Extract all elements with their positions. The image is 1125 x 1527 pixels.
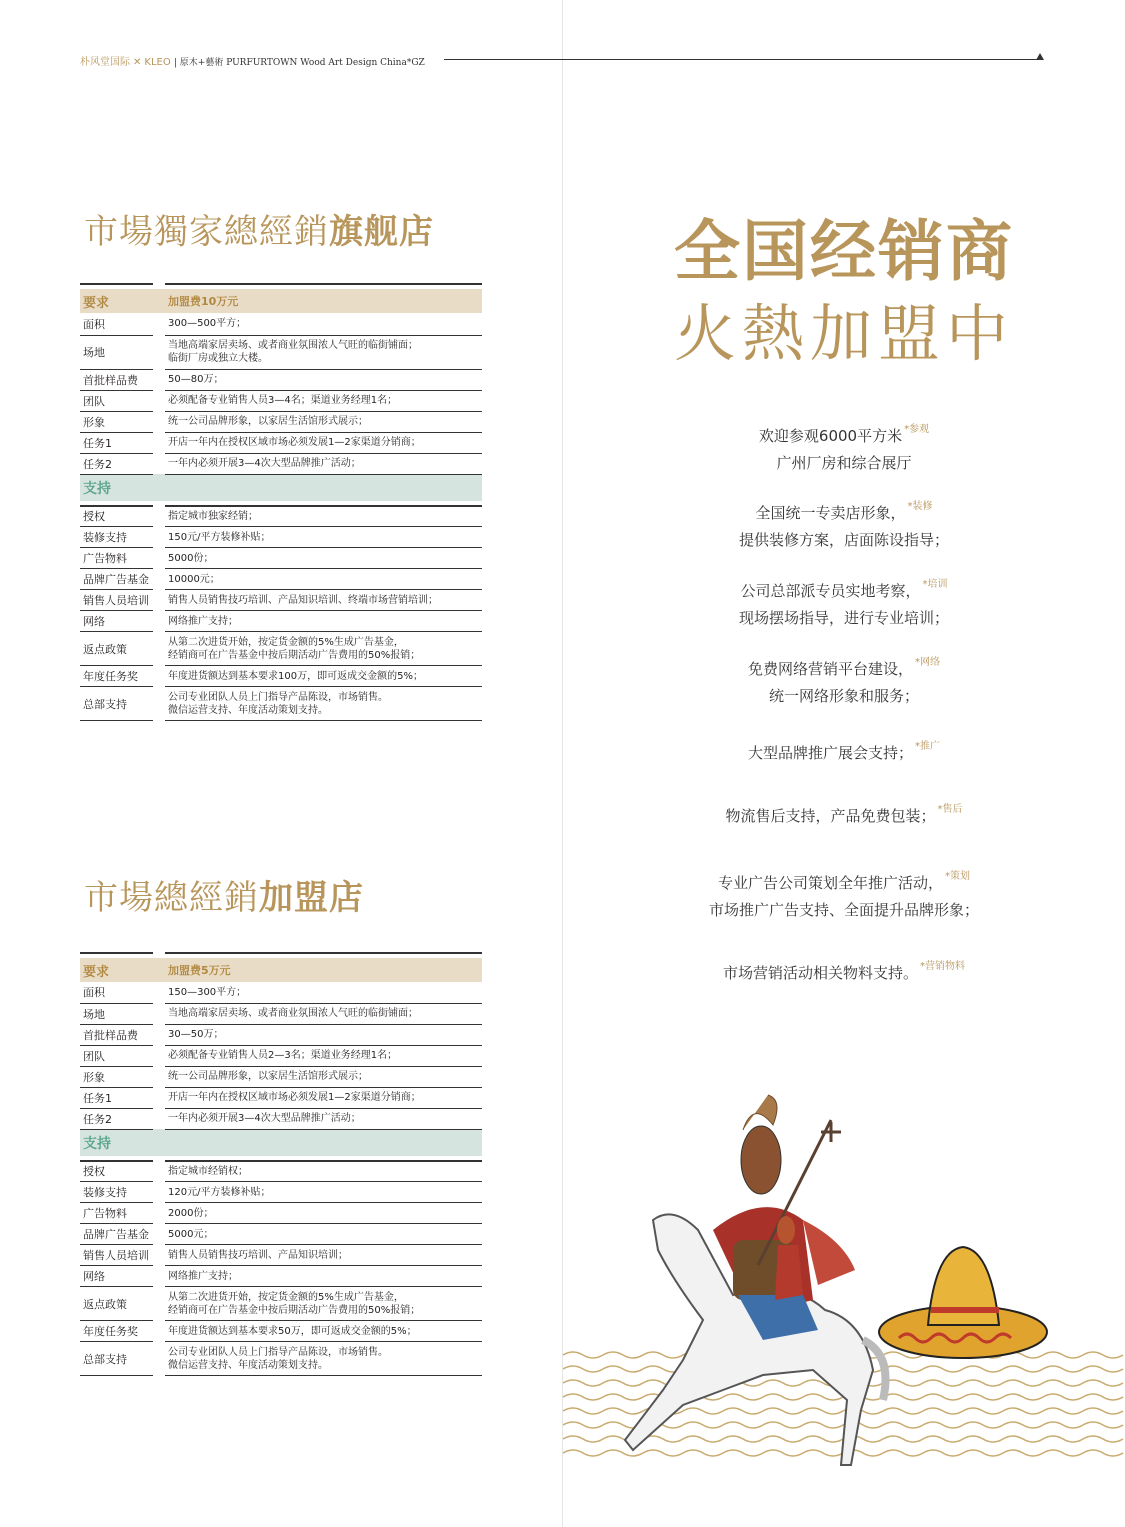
row-value: 10000元；: [165, 569, 482, 590]
row-label: 任务1: [80, 1087, 153, 1108]
table-row: [80, 1024, 482, 1045]
feature-line: 免费网络营销平台建设，: [747, 660, 913, 678]
row-label: 团队: [80, 390, 153, 411]
row-label: 年度任务奖: [80, 1321, 153, 1342]
row-label: 广告物料: [80, 1203, 153, 1224]
row-value: 开店一年内在授权区域市场必须发展1—2家渠道分销商；: [165, 432, 482, 453]
feature-tag: *推广: [915, 741, 940, 752]
table-row: [80, 369, 482, 390]
feature-network: [563, 657, 1125, 709]
triangle-icon: [1036, 53, 1044, 60]
headline-sub: 火熱加盟中: [673, 297, 1014, 370]
feature-line: 市场营销活动相关物料支持。: [722, 964, 918, 982]
flagship-title: [84, 204, 434, 253]
row-label: 团队: [80, 1045, 153, 1066]
row-value: 一年内必须开展3—4次大型品牌推广活动；: [165, 1108, 482, 1129]
row-value: 必须配备专业销售人员2—3名；渠道业务经理1名；: [165, 1045, 482, 1066]
row-value: 指定城市独家经销；: [165, 506, 482, 527]
feature-aftersales: [563, 804, 1125, 831]
row-value: 销售人员销售技巧培训、产品知识培训、终端市场营销培训；: [165, 590, 482, 611]
row-label: 形象: [80, 411, 153, 432]
feature-tag: *培训: [922, 579, 948, 590]
row-value: 年度进货额达到基本要求100万，即可返成交金额的5%；: [165, 666, 482, 687]
requirements-label: 要求: [80, 289, 153, 313]
row-value: 一年内必须开展3—4次大型品牌推广活动；: [165, 453, 482, 474]
row-label: 销售人员培训: [80, 1245, 153, 1266]
sombrero-icon: [879, 1247, 1047, 1358]
table-row: [80, 527, 482, 548]
table-row: [80, 411, 482, 432]
feature-training: [563, 579, 1125, 631]
feature-tag: *参观: [904, 424, 930, 435]
table-row: [80, 1321, 482, 1342]
support-header: [80, 1129, 482, 1156]
table-row: [80, 1108, 482, 1129]
row-value: 2000份；: [165, 1203, 482, 1224]
feature-materials: [563, 961, 1125, 988]
row-value: 年度进货额达到基本要求50万，即可返成交金额的5%；: [165, 1321, 482, 1342]
row-label: 网络: [80, 1266, 153, 1287]
row-value-line: 从第二次进货开始，按定货金额的5%生成广告基金，: [168, 636, 404, 648]
row-label: 任务2: [80, 453, 153, 474]
table-row: [80, 632, 482, 666]
row-label: 面积: [80, 313, 153, 335]
row-value: 网络推广支持；: [165, 1266, 482, 1287]
feature-line: 物流售后支持，产品免费包装；: [725, 807, 936, 825]
row-label: 销售人员培训: [80, 590, 153, 611]
table-row: [80, 1287, 482, 1321]
row-label: 年度任务奖: [80, 666, 153, 687]
flagship-table: [80, 283, 482, 721]
franchise-title-bold: 加盟店: [259, 878, 364, 918]
feature-decoration: [563, 501, 1125, 553]
feature-tag: *策划: [945, 871, 970, 882]
table-row: [80, 1224, 482, 1245]
brand-name: 朴风堂国际: [80, 57, 130, 68]
requirements-header: [80, 958, 482, 982]
feature-line: 现场摆场指导，进行专业培训；: [738, 609, 949, 627]
row-value: 网络推广支持；: [165, 611, 482, 632]
row-value-line: 当地高端家居卖场、或者商业氛围浓人气旺的临街铺面；: [168, 340, 418, 351]
feature-visit: [563, 424, 1125, 476]
row-label: 装修支持: [80, 1182, 153, 1203]
row-value-line: 微信运营支持、年度活动策划支持。: [168, 1359, 328, 1371]
table-row: [80, 687, 482, 721]
row-label: 授权: [80, 1161, 153, 1182]
row-label: 广告物料: [80, 548, 153, 569]
row-value: [165, 335, 482, 369]
row-value-line: 公司专业团队人员上门指导产品陈设，市场销售。: [168, 1346, 388, 1358]
table-row: [80, 453, 482, 474]
row-value-line: 公司专业团队人员上门指导产品陈设，市场销售。: [168, 691, 388, 703]
feature-tag: *装修: [907, 501, 933, 512]
feature-promotion: [563, 741, 1125, 768]
table-row: [80, 1045, 482, 1066]
fee-label: 加盟费10万元: [165, 289, 482, 313]
flagship-title-bold: 旗舰店: [329, 212, 434, 252]
cross-icon: ✕: [133, 57, 142, 68]
row-value: [165, 687, 482, 721]
row-value: 50—80万；: [165, 369, 482, 390]
row-value: 指定城市经销权；: [165, 1161, 482, 1182]
row-value: 300—500平方；: [165, 313, 482, 335]
row-value: 120元/平方装修补贴；: [165, 1182, 482, 1203]
feature-line: 提供装修方案，店面陈设指导；: [738, 531, 949, 549]
table-row: [80, 1066, 482, 1087]
row-value: [165, 1342, 482, 1376]
table-row: [80, 569, 482, 590]
feature-line: 广州厂房和综合展厅: [776, 454, 912, 472]
table-row: [80, 506, 482, 527]
table-row: [80, 1203, 482, 1224]
feature-line: 统一网络形象和服务；: [768, 687, 919, 705]
row-label: 总部支持: [80, 1342, 153, 1376]
feature-line: 专业广告公司策划全年推广活动，: [717, 874, 943, 892]
row-value: 统一公司品牌形象，以家居生活馆形式展示；: [165, 1066, 482, 1087]
row-value-line: 从第二次进货开始，按定货金额的5%生成广告基金，: [168, 1291, 404, 1303]
row-value: 必须配备专业销售人员3—4名；渠道业务经理1名；: [165, 390, 482, 411]
row-label: 网络: [80, 611, 153, 632]
feature-tag: *网络: [915, 657, 940, 668]
row-value: 统一公司品牌形象，以家居生活馆形式展示；: [165, 411, 482, 432]
row-value: 开店一年内在授权区域市场必须发展1—2家渠道分销商；: [165, 1087, 482, 1108]
row-label: 装修支持: [80, 527, 153, 548]
row-value: 150元/平方装修补贴；: [165, 527, 482, 548]
fee-label: 加盟费5万元: [165, 958, 482, 982]
feature-planning: [563, 871, 1125, 923]
row-value: 5000份；: [165, 548, 482, 569]
feature-line: 公司总部派专员实地考察，: [740, 582, 921, 600]
row-label: 总部支持: [80, 687, 153, 721]
table-row: [80, 611, 482, 632]
row-value-line: 微信运营支持、年度活动策划支持。: [168, 704, 328, 716]
table-row: [80, 982, 482, 1003]
headline-main: 全国经销商: [674, 213, 1014, 290]
support-header: [80, 474, 482, 501]
feature-tag: *售后: [937, 804, 963, 815]
row-label: 返点政策: [80, 1287, 153, 1321]
support-label: 支持: [80, 1129, 153, 1156]
rider-illustration: [563, 1070, 1125, 1527]
row-value: 5000元；: [165, 1224, 482, 1245]
table-row: [80, 432, 482, 453]
row-label: 形象: [80, 1066, 153, 1087]
row-label: 任务2: [80, 1108, 153, 1129]
row-label: 首批样品费: [80, 369, 153, 390]
franchise-title-light: 市場總經銷: [84, 878, 259, 918]
row-value-line: 经销商可在广告基金中按后期活动广告费用的50%报销；: [168, 1304, 421, 1316]
table-row: [80, 1266, 482, 1287]
feature-tag: *营销物料: [920, 961, 965, 972]
row-label: 任务1: [80, 432, 153, 453]
row-label: 返点政策: [80, 632, 153, 666]
table-row: [80, 666, 482, 687]
table-row: [80, 1087, 482, 1108]
header-rule: [444, 59, 1042, 60]
row-value: 当地高端家居卖场、或者商业氛围浓人气旺的临街铺面；: [165, 1003, 482, 1024]
row-label: 品牌广告基金: [80, 569, 153, 590]
header-tagline: | 原木+藝術 PURFURTOWN Wood Art Design China*GZ: [173, 58, 425, 68]
feature-line: 市场推广广告支持、全面提升品牌形象；: [708, 901, 979, 919]
table-row: [80, 1342, 482, 1376]
partner-name: KLEO: [144, 57, 171, 68]
header-brand: [80, 53, 425, 68]
row-value: [165, 632, 482, 666]
franchise-table: [80, 952, 482, 1376]
row-label: 场地: [80, 335, 153, 369]
row-value: 150—300平方；: [165, 982, 482, 1003]
table-row: [80, 335, 482, 369]
table-row: [80, 390, 482, 411]
requirements-label: 要求: [80, 958, 153, 982]
row-value-line: 经销商可在广告基金中按后期活动广告费用的50%报销；: [168, 649, 421, 661]
table-row: [80, 313, 482, 335]
table-row: [80, 1182, 482, 1203]
feature-line: 大型品牌推广展会支持；: [747, 744, 913, 762]
feature-line: 欢迎参观6000平方米: [758, 427, 903, 445]
row-value-line: 临街厂房或独立大楼。: [168, 353, 268, 364]
requirements-header: [80, 289, 482, 313]
row-label: 面积: [80, 982, 153, 1003]
row-label: 首批样品费: [80, 1024, 153, 1045]
support-label: 支持: [80, 474, 153, 501]
row-label: 品牌广告基金: [80, 1224, 153, 1245]
table-row: [80, 1003, 482, 1024]
table-row: [80, 1161, 482, 1182]
row-value: 30—50万；: [165, 1024, 482, 1045]
table-row: [80, 590, 482, 611]
franchise-title: [84, 870, 364, 919]
row-value: [165, 1287, 482, 1321]
row-label: 场地: [80, 1003, 153, 1024]
table-row: [80, 1245, 482, 1266]
table-row: [80, 548, 482, 569]
flagship-title-light: 市場獨家總經銷: [84, 212, 329, 252]
row-label: 授权: [80, 506, 153, 527]
row-value: 销售人员销售技巧培训、产品知识培训；: [165, 1245, 482, 1266]
feature-line: 全国统一专卖店形象，: [755, 504, 906, 522]
